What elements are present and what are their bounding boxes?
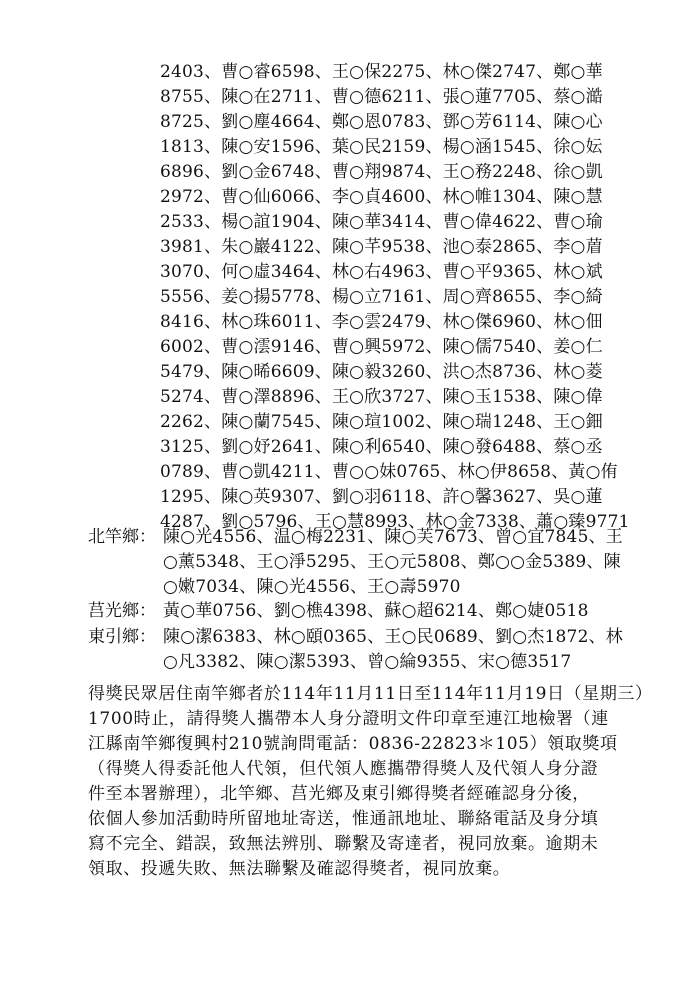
notice-line: 件至本署辦理），北竿鄉、莒光鄉及東引鄉得獎者經確認身分後，: [88, 784, 590, 804]
name-list-line: 3070、何○虛3464、林○右4963、曹○平9365、林○斌: [160, 262, 603, 282]
name-list-line: 0789、曹○凱4211、曹○○妹0765、林○伊8658、黃○侑: [160, 462, 618, 482]
name-list-line: 1813、陳○安1596、葉○民2159、楊○涵1545、徐○妘: [160, 137, 603, 157]
township-juguang: [88, 599, 658, 624]
name-list-line: 6896、劉○金6748、曹○翔9874、王○務2248、徐○凱: [160, 162, 603, 182]
winner-name-list: [160, 60, 650, 535]
township-winner-line: ○凡3382、陳○潔5393、曾○綸9355、宋○德3517: [163, 652, 572, 672]
name-list-line: 3981、朱○巖4122、陳○芊9538、池○泰2865、李○葿: [160, 237, 603, 257]
notice-line: （得獎人得委託他人代領，但代領人應攜帶得獎人及代領人身分證: [88, 759, 599, 779]
notice-line: 領取、投遞失敗、無法聯繫及確認得獎者，視同放棄。: [88, 859, 511, 879]
township-winner-line: 陳○光4556、温○梅2231、陳○芙7673、曾○宜7845、王: [163, 527, 623, 547]
township-winner-line: 陳○潔6383、林○頤0365、王○民0689、劉○杰1872、林: [163, 627, 623, 647]
notice-line: 寫不完全、錯誤，致無法辨別、聯繫及寄達者，視同放棄。逾期未: [88, 834, 599, 854]
name-list-line: 5556、姜○揚5778、楊○立7161、周○齊8655、李○綺: [160, 287, 603, 307]
township-beigan: [88, 525, 658, 600]
name-list-line: 3125、劉○妤2641、陳○利6540、陳○發6488、蔡○丞: [160, 437, 603, 457]
name-list-line: 4287、劉○5796、王○慧8993、林○金7338、蕭○臻9771: [160, 512, 630, 532]
name-list-line: 8416、林○珠6011、李○雲2479、林○傑6960、林○佃: [160, 312, 603, 332]
township-winner-line: ○薰5348、王○淨5295、王○元5808、鄭○○金5389、陳: [163, 552, 621, 572]
township-label: 北竿鄉：: [88, 527, 156, 547]
notice-line: 江縣南竿鄉復興村210號詢問電話：0836-22823＊105）領取獎項: [88, 734, 618, 754]
name-list-line: 8755、陳○在2711、曹○德6211、張○蓮7705、蔡○澔: [160, 87, 603, 107]
name-list-line: 5274、曹○澤8896、王○欣3727、陳○玉1538、陳○偉: [160, 387, 603, 407]
name-list-line: 2262、陳○蘭7545、陳○瑄1002、陳○瑞1248、王○鈿: [160, 412, 603, 432]
notice-line: 依個人參加活動時所留地址寄送，惟通訊地址、聯絡電話及身分填: [88, 809, 599, 829]
township-label: 莒光鄉：: [88, 601, 156, 621]
name-list-line: 1295、陳○英9307、劉○羽6118、許○馨3627、吳○蓮: [160, 487, 603, 507]
township-dongyin: [88, 625, 658, 675]
name-list-line: 6002、曹○澐9146、曹○興5972、陳○儒7540、姜○仁: [160, 337, 603, 357]
name-list-line: 8725、劉○塵4664、鄭○恩0783、鄧○芳6114、陳○心: [160, 112, 603, 132]
notice-line: 得獎民眾居住南竿鄉者於114年11月11日至114年11月19日（星期三）: [88, 684, 653, 704]
name-list-line: 2972、曹○仙6066、李○貞4600、林○帷1304、陳○慧: [160, 187, 603, 207]
notice-line: 1700時止，請得獎人攜帶本人身分證明文件印章至連江地檢署（連: [88, 709, 609, 729]
township-winner-line: 黃○華0756、劉○樵4398、蘇○超6214、鄭○婕0518: [163, 601, 589, 621]
township-winner-line: ○嫩7034、陳○光4556、王○壽5970: [163, 577, 461, 597]
name-list-line: 2403、曹○睿6598、王○保2275、林○傑2747、鄭○華: [160, 62, 603, 82]
prize-collection-notice: [88, 682, 658, 882]
name-list-line: 2533、楊○誼1904、陳○華3414、曹○偉4622、曹○瑜: [160, 212, 603, 232]
name-list-line: 5479、陳○晞6609、陳○毅3260、洪○杰8736、林○菱: [160, 362, 603, 382]
township-label: 東引鄉：: [88, 627, 156, 647]
